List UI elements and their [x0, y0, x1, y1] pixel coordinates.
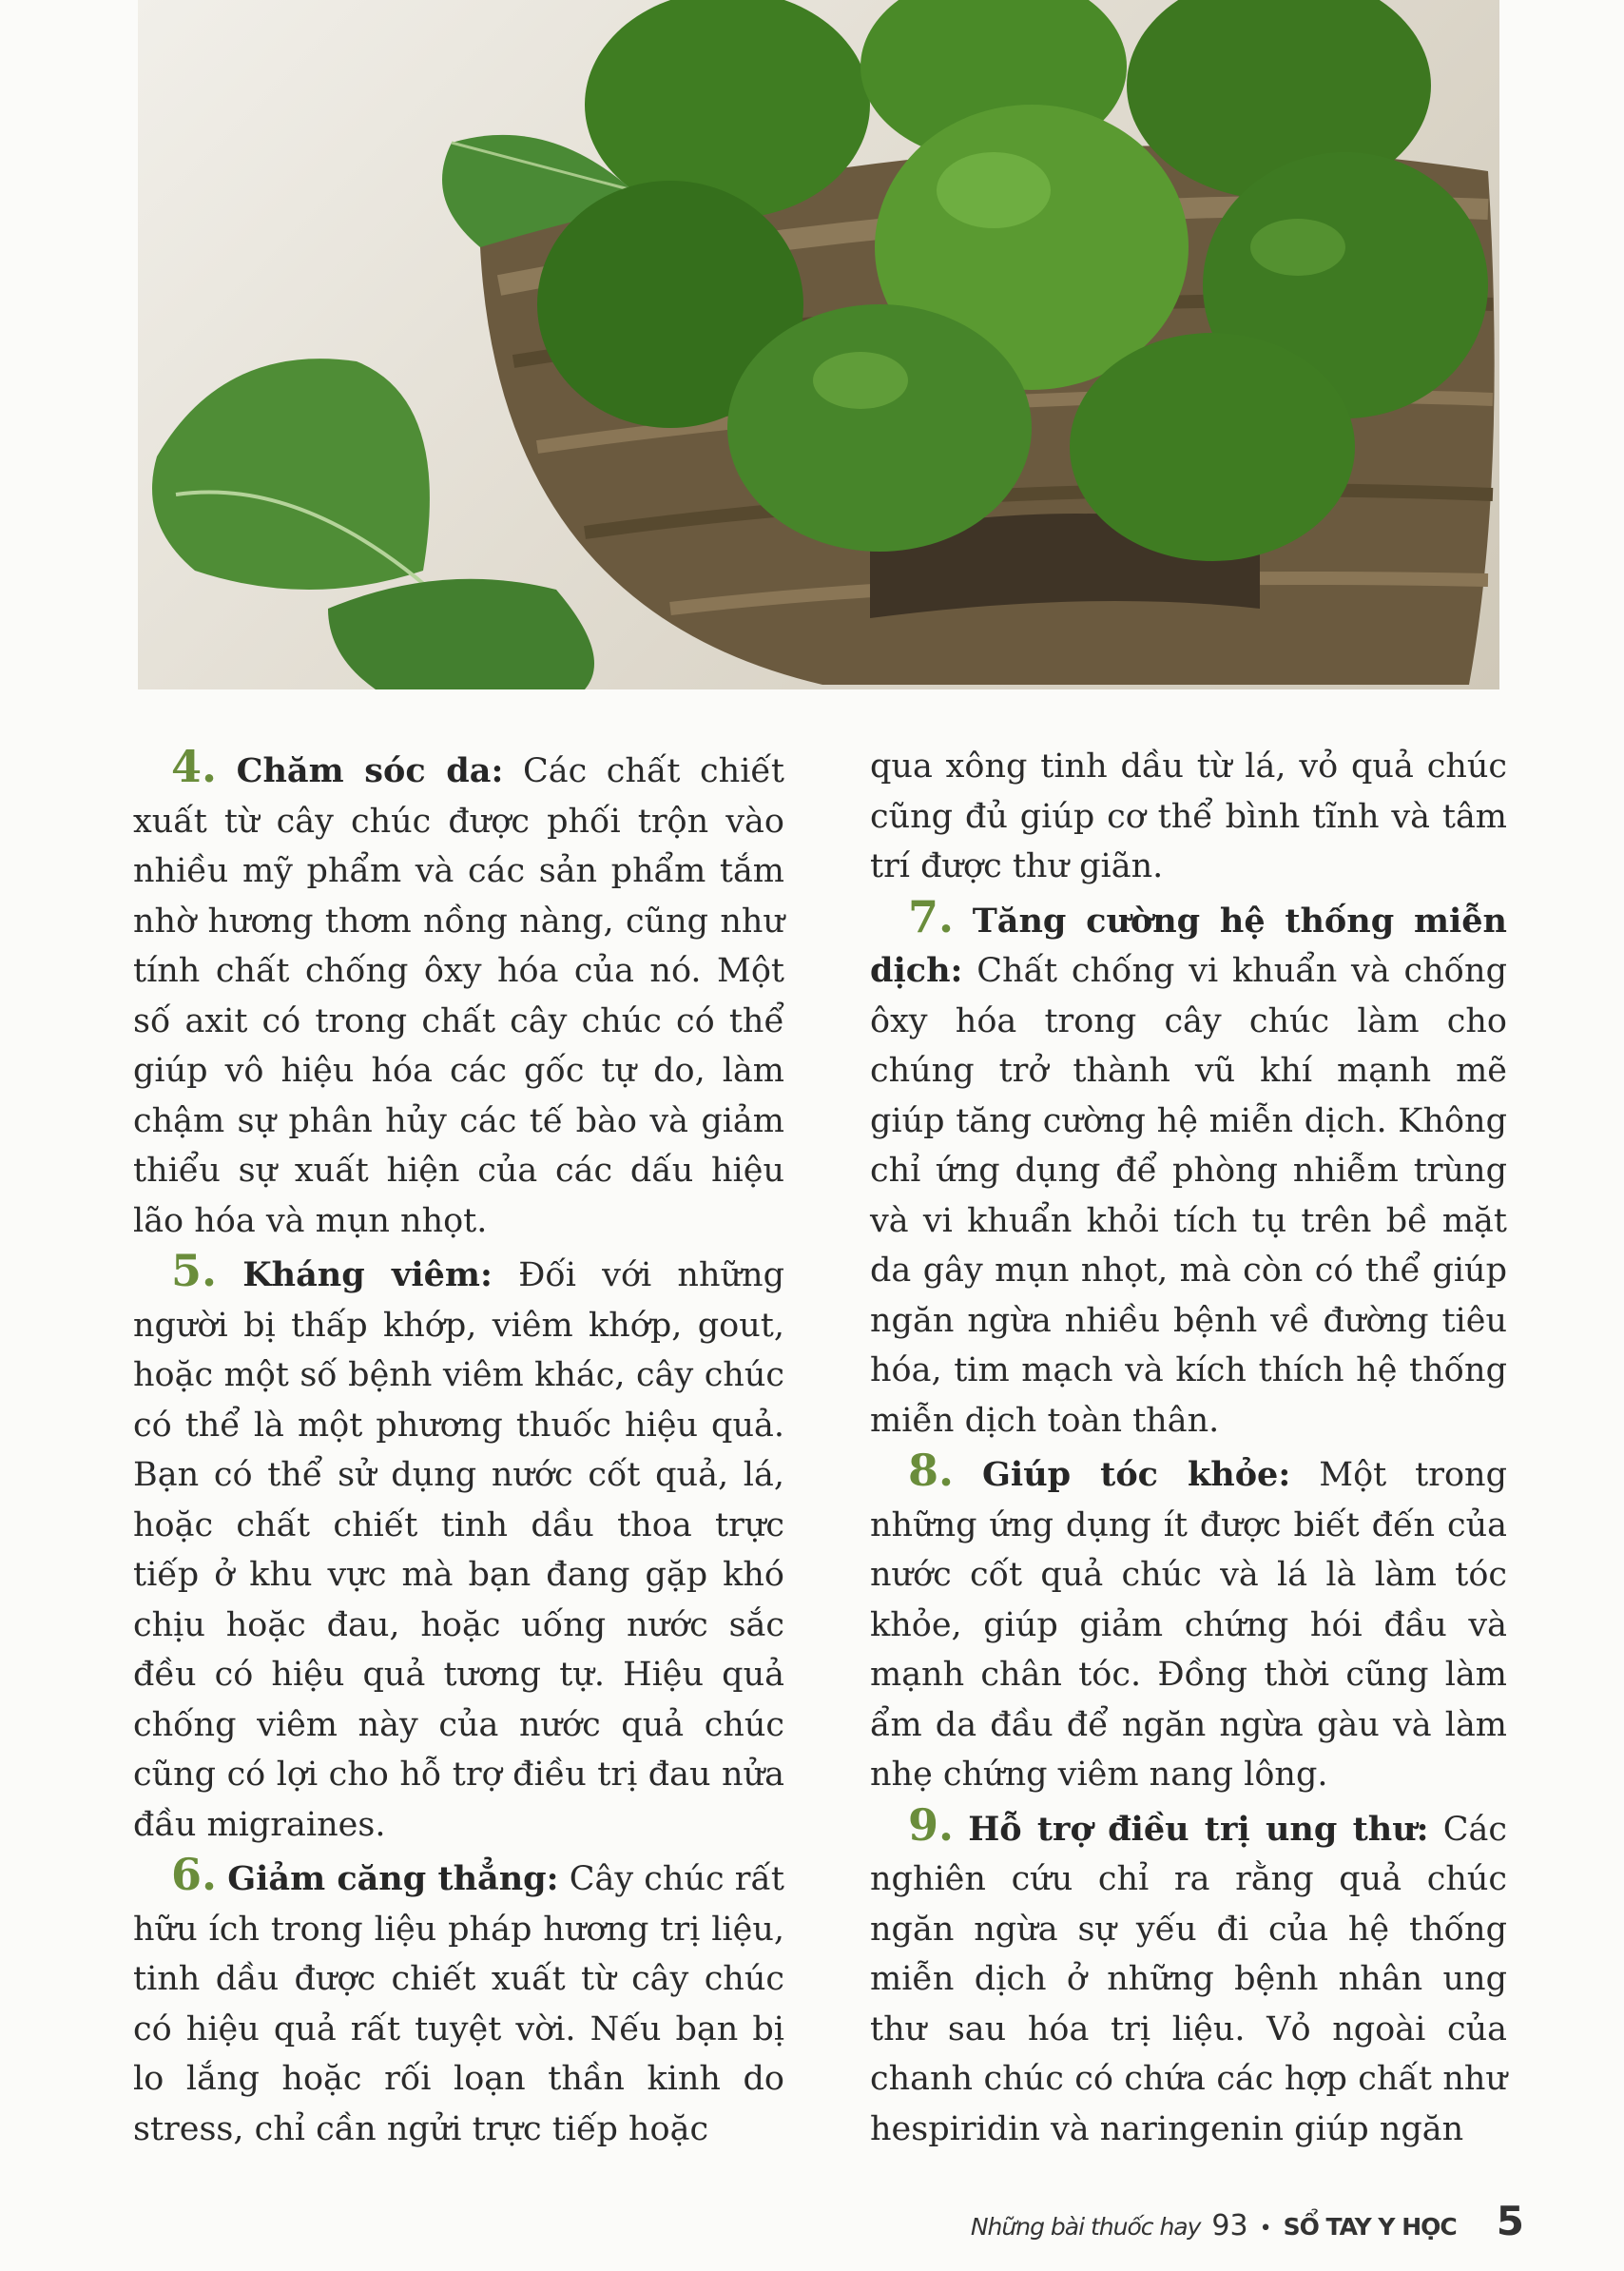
section-text: Một trong những ứng dụng ít được biết đến của nước cốt quả chúc và lá là làm tóc khỏe, giúp giảm chứng hói đầu và mạnh chân tóc. Đồng thời cũng làm ẩm da đầu để ngăn ngừa gàu và làm nhẹ chứng viêm nang lông. — [870, 1456, 1507, 1794]
section-number: 6. — [171, 1849, 218, 1900]
footer-bullet: • — [1259, 2217, 1272, 2241]
section-7 — [870, 892, 1507, 1446]
leaf — [328, 579, 594, 689]
section-text: Các chất chiết xuất từ cây chúc được phối trộn vào nhiều mỹ phẩm và các sản phẩm tắm nhờ hương thơm nồng nàng, cũng như tính chất chống ôxy hóa của nó. Một số axit có trong chất cây chúc có thể giúp vô hiệu hóa các gốc tự do, làm chậm sự phân hủy các tế bào và giảm thiểu sự xuất hiện của các dấu hiệu lão hóa và mụn nhọt. — [133, 752, 784, 1240]
section-heading: Giảm căng thẳng: — [227, 1859, 559, 1898]
section-text: Cây chúc rất hữu ích trong liệu pháp hương trị liệu, tinh dầu được chiết xuất từ cây chúc có hiệu quả rất tuyệt vời. Nếu bạn bị lo lắng hoặc rối loạn thần kinh do stress, chỉ cần ngửi trực tiếp hoặc — [133, 1860, 784, 2148]
section-5 — [133, 1246, 784, 1850]
section-heading: Chăm sóc da: — [236, 751, 504, 790]
bergamot-photo — [138, 0, 1499, 689]
section-text: Chất chống vi khuẩn và chống ôxy hóa trong cây chúc làm cho chúng trở thành vũ khí mạnh mẽ giúp tăng cường hệ miễn dịch. Không chỉ ứng dụng để phòng nhiễm trùng và vi khuẩn khỏi tích tụ trên bề mặt da gây mụn nhọt, mà còn có thể giúp ngăn ngừa nhiều bệnh về đường tiêu hóa, tim mạch và kích thích hệ thống miễn dịch toàn thân. — [870, 952, 1507, 1440]
section-heading: Hỗ trợ điều trị ung thư: — [968, 1809, 1429, 1849]
fruit — [585, 0, 870, 219]
section-number: 5. — [171, 1245, 218, 1296]
section-6 — [133, 1850, 784, 2154]
section-number: 8. — [908, 1445, 955, 1496]
section-heading: Tăng cường hệ thống miễn dịch: — [870, 901, 1507, 990]
section-number: 4. — [171, 741, 218, 792]
page-footer — [971, 2198, 1524, 2244]
fruit — [727, 304, 1032, 552]
page-number: 5 — [1496, 2198, 1524, 2244]
section-text: Các nghiên cứu chỉ ra rằng quả chúc ngăn ngừa sự yếu đi của hệ thống miễn dịch ở những bệnh nhân ung thư sau hóa trị liệu. Vỏ ngoài của chanh chúc có chứa các hợp chất như hespiridin và naringenin giúp ngăn — [870, 1810, 1507, 2148]
fruit — [1070, 333, 1355, 561]
section-6-continuation: qua xông tinh dầu từ lá, vỏ quả chúc cũng đủ giúp cơ thể bình tĩnh và tâm trí được thư giãn. — [870, 747, 1507, 885]
section-text: Đối với những người bị thấp khớp, viêm khớp, gout, hoặc một số bệnh viêm khác, cây chúc có thể là một phương thuốc hiệu quả. Bạn có thể sử dụng nước cốt quả, lá, hoặc chất chiết tinh dầu thoa trực tiếp ở khu vực mà bạn đang gặp khó chịu hoặc đau, hoặc uống nước sắc đều có hiệu quả tương tự. Hiệu quả chống viêm này của nước quả chúc cũng có lợi cho hỗ trợ điều trị đau nửa đầu migraines. — [133, 1256, 784, 1844]
footer-issue: 93 — [1211, 2209, 1248, 2242]
section-9 — [870, 1800, 1507, 2155]
footer-magazine: SỔ TAY Y HỌC — [1283, 2213, 1457, 2241]
section-number: 7. — [908, 890, 955, 942]
section-heading: Kháng viêm: — [242, 1255, 493, 1294]
right-column — [870, 742, 1507, 2154]
footer-series: Những bài thuốc hay — [970, 2213, 1201, 2241]
section-4 — [133, 742, 784, 1246]
section-number: 9. — [908, 1798, 955, 1851]
section-heading: Giúp tóc khỏe: — [982, 1455, 1291, 1494]
section-8 — [870, 1446, 1507, 1800]
bergamot-illustration — [138, 0, 1499, 689]
left-column — [133, 742, 784, 2154]
